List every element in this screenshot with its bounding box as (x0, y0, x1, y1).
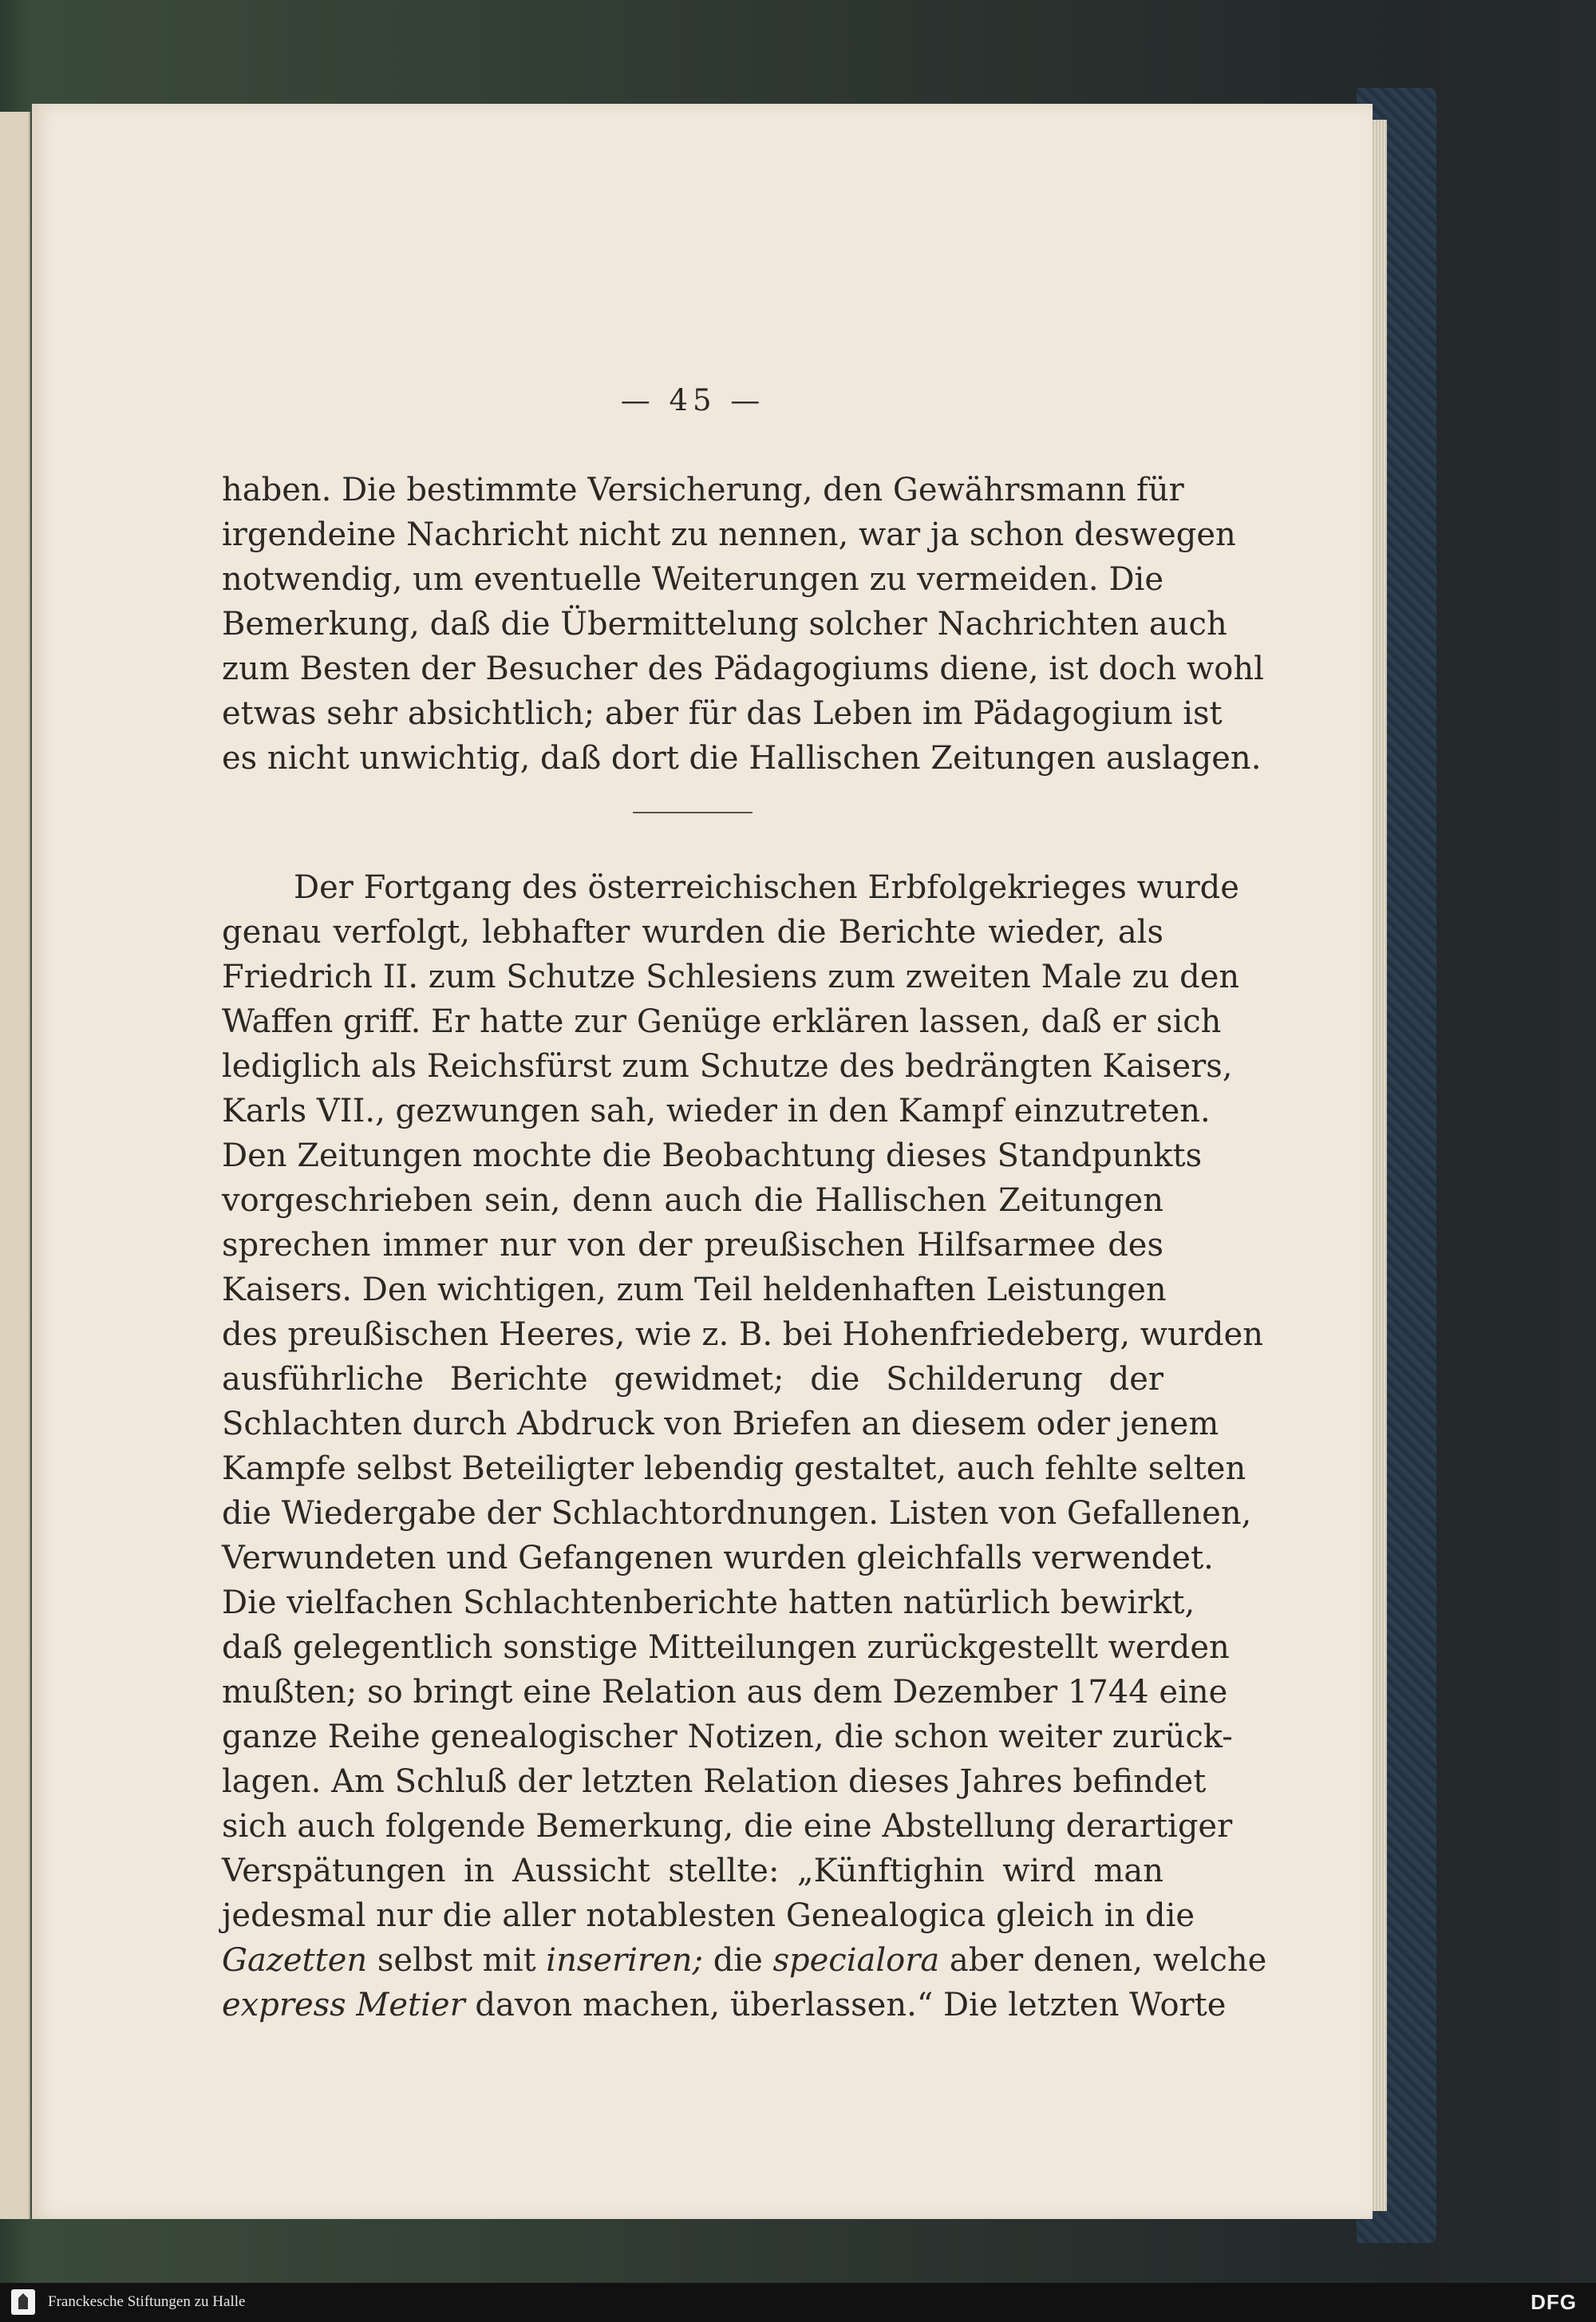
page-number: — 45 — (620, 383, 765, 417)
text-line: lagen. Am Schluß der letzten Relation dieses Jahres befindet (222, 1763, 1207, 1800)
text-line: vorgeschrieben sein, denn auch die Hallischen Zeitungen (222, 1182, 1163, 1219)
page-stack-edge (1371, 120, 1387, 2211)
text-line: Bemerkung, daß die Übermittelung solcher Nachrichten auch (222, 606, 1227, 643)
text-line-mixed (222, 1983, 1227, 2027)
text-line: Verspätungen in Aussicht stellte: „Künftighin wird man (222, 1853, 1163, 1889)
italic-term: express Metier (222, 1987, 465, 2023)
italic-term: specialora (772, 1942, 940, 1979)
text-line: Kampfe selbst Beteiligter lebendig gestaltet, auch fehlte selten (222, 1450, 1246, 1487)
text-line: es nicht unwichtig, daß dort die Hallischen Zeitungen auslagen. (222, 740, 1262, 777)
text-line: Kaisers. Den wichtigen, zum Teil heldenhaften Leistungen (222, 1272, 1167, 1308)
text-line: die Wiedergabe der Schlachtordnungen. Listen von Gefallenen, (222, 1495, 1252, 1532)
text-line: genau verfolgt, lebhafter wurden die Berichte wieder, als (222, 914, 1163, 951)
text-line: ganze Reihe genealogischer Notizen, die schon weiter zurück- (222, 1719, 1233, 1755)
left-page-edge (0, 112, 30, 2219)
text-line: Waffen griff. Er hatte zur Genüge erklären lassen, daß er sich (222, 1003, 1222, 1040)
text-line: etwas sehr absichtlich; aber für das Leben im Pädagogium ist (222, 695, 1223, 732)
italic-term: Gazetten (222, 1942, 368, 1979)
text-line: Karls VII., gezwungen sah, wieder in den Kampf einzutreten. (222, 1093, 1211, 1129)
text-line-mixed (222, 1938, 1267, 1983)
italic-term: inseriren; (546, 1942, 703, 1979)
text-line: sich auch folgende Bemerkung, die eine Abstellung derartiger (222, 1808, 1233, 1845)
text-run: davon machen, überlassen.“ Die letzten Worte (464, 1987, 1227, 2023)
text-line: mußten; so bringt eine Relation aus dem Dezember 1744 eine (222, 1674, 1228, 1711)
text-line: lediglich als Reichsfürst zum Schutze des bedrängten Kaisers, (222, 1048, 1233, 1085)
text-run: aber denen, welche (939, 1942, 1267, 1979)
text-line: Schlachten durch Abdruck von Briefen an diesem oder jenem (222, 1406, 1219, 1442)
text-line: Den Zeitungen mochte die Beobachtung dieses Standpunkts (222, 1137, 1203, 1174)
text-line: zum Besten der Besucher des Pädagogiums diene, ist doch wohl (222, 651, 1264, 687)
book-page (32, 104, 1373, 2219)
text-line: notwendig, um eventuelle Weiterungen zu vermeiden. Die (222, 561, 1163, 598)
text-line: haben. Die bestimmte Versicherung, den Gewährsmann für (222, 472, 1184, 508)
institution-logo-icon (11, 2289, 35, 2315)
dfg-logo: DFG (1531, 2290, 1577, 2314)
text-run: die (702, 1942, 773, 1979)
text-line: des preußischen Heeres, wie z. B. bei Hohenfriedeberg, wurden (222, 1316, 1263, 1353)
text-line: jedesmal nur die aller notablesten Genealogica gleich in die (222, 1897, 1195, 1934)
text-line: irgendeine Nachricht nicht zu nennen, war ja schon deswegen (222, 516, 1236, 553)
text-line: Die vielfachen Schlachtenberichte hatten natürlich bewirkt, (222, 1584, 1195, 1621)
text-line: Verwundeten und Gefangenen wurden gleichfalls verwendet. (222, 1540, 1214, 1576)
text-line: ausführliche Berichte gewidmet; die Schilderung der (222, 1361, 1163, 1398)
text-line: Friedrich II. zum Schutze Schlesiens zum zweiten Male zu den (222, 959, 1240, 995)
footer-bar (0, 2283, 1596, 2322)
institution-label: Franckesche Stiftungen zu Halle (48, 2293, 246, 2310)
text-line: daß gelegentlich sonstige Mitteilungen zurückgestellt werden (222, 1629, 1230, 1666)
section-divider (633, 812, 753, 813)
text-line: Der Fortgang des österreichischen Erbfolgekrieges wurde (294, 869, 1239, 906)
text-run: selbst mit (367, 1942, 547, 1979)
text-line: sprechen immer nur von der preußischen Hilfsarmee des (222, 1227, 1163, 1264)
